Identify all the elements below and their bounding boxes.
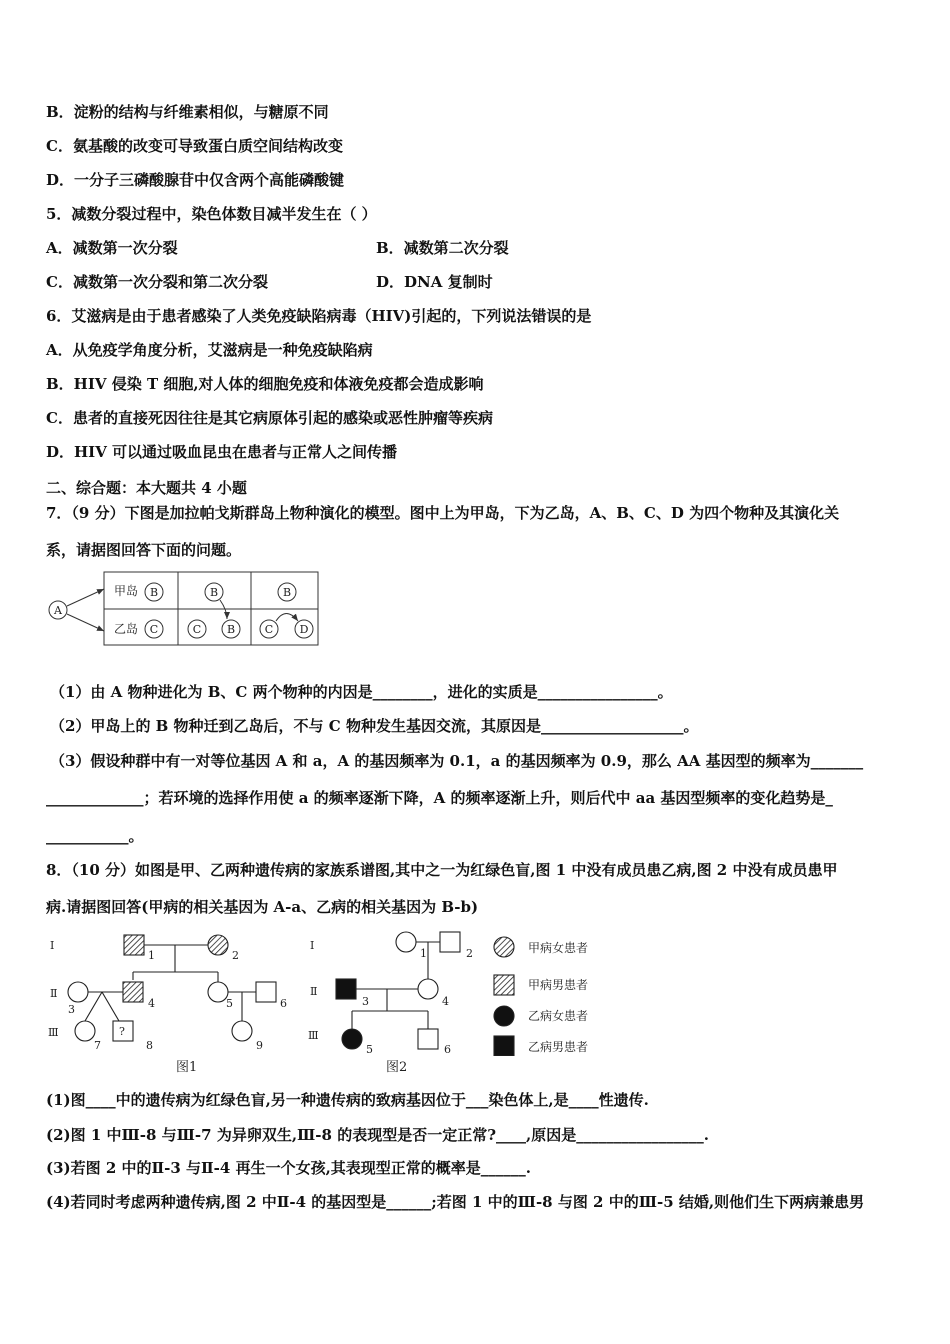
individual-number: 5 (226, 997, 233, 1010)
q8-stem-line1: 8．（10 分）如图是甲、乙两种遗传病的家族系谱图,其中之一为红绿色盲,图 1 中没有成员患乙病,图 2 中没有成员患甲 (46, 861, 838, 879)
fig1-caption: 图1 (176, 1060, 198, 1075)
generation-label: Ⅲ (308, 1029, 319, 1042)
q7-stem-line1: 7．（9 分）下图是加拉帕戈斯群岛上物种演化的模型。图中上为甲岛，下为乙岛，A、B、C、D 为四个物种及其演化关 (46, 504, 840, 522)
generation-label: Ⅰ (310, 939, 315, 952)
individual-number: 9 (256, 1039, 263, 1052)
unknown-phenotype-mark: ? (119, 1025, 125, 1038)
species-label: B (209, 586, 219, 599)
individual-number: 3 (68, 1003, 75, 1016)
individual-number: 2 (466, 947, 473, 960)
q4-option-c: C．氨基酸的改变可导致蛋白质空间结构改变 (46, 137, 343, 155)
generation-label: Ⅲ (48, 1026, 59, 1039)
individual-number: 6 (280, 997, 287, 1010)
q8-part3: (3)若图 2 中的Ⅱ-3 与Ⅱ-4 再生一个女孩,其表现型正常的概率是______. (46, 1159, 532, 1177)
q8-part2: (2)图 1 中Ⅲ-8 与Ⅲ-7 为异卵双生,Ⅲ-8 的表现型是否一定正常?____,原因是_________________. (46, 1126, 709, 1144)
individual-number: 8 (146, 1039, 153, 1052)
species-label: C (192, 623, 202, 636)
species-label: C (149, 623, 159, 636)
legend-label: 乙病女患者 (528, 1009, 589, 1023)
species-label: B (282, 586, 292, 599)
q7-stem-line2: 系，请据图回答下面的问题。 (46, 541, 242, 559)
q6-stem: 6．艾滋病是由于患者感染了人类免疫缺陷病毒（HIV)引起的，下列说法错误的是 (46, 307, 592, 325)
individual-number: 4 (442, 995, 449, 1008)
q8-part1: (1)图____中的遗传病为红绿色盲,另一种遗传病的致病基因位于___染色体上,是____性遗传. (46, 1091, 649, 1109)
legend-yi-female-symbol (494, 1006, 514, 1026)
generation-label: Ⅰ (50, 939, 55, 952)
q7-part3-line3: ___________。 (46, 827, 144, 845)
generation-label: Ⅱ (50, 987, 58, 1000)
q6-option-c: C．患者的直接死因往往是其它病原体引起的感染或恶性肿瘤等疾病 (46, 409, 493, 427)
individual-number: 4 (148, 997, 155, 1010)
q5-option-d: D．DNA 复制时 (376, 273, 493, 291)
fig2-caption: 图2 (386, 1060, 408, 1075)
q6-option-a: A．从免疫学角度分析，艾滋病是一种免疫缺陷病 (46, 341, 373, 359)
species-label: D (299, 623, 309, 636)
jia-island-label: 甲岛 (113, 584, 139, 598)
q4-option-b: B．淀粉的结构与纤维素相似，与糖原不同 (46, 103, 329, 121)
species-label: C (264, 623, 274, 636)
species-evolution-figure (40, 568, 330, 650)
fig1-individual-3 (68, 982, 88, 1002)
fig1-individual-2 (208, 935, 228, 955)
fig2-individual-3 (336, 979, 356, 999)
q8-part4: (4)若同时考虑两种遗传病,图 2 中Ⅱ-4 的基因型是______;若图 1 中的Ⅲ-8 与图 2 中的Ⅲ-5 结婚,则他们生下两病兼患男 (46, 1193, 865, 1211)
legend-label: 乙病男患者 (528, 1040, 589, 1054)
species-label: B (149, 586, 159, 599)
fig1-individual-6 (256, 982, 276, 1002)
arrow-to-yi (67, 614, 104, 631)
q7-part3-line1: （3）假设种群中有一对等位基因 A 和 a，A 的基因频率为 0.1，a 的基因频率为 0.9，那么 AA 基因型的频率为_______ (50, 752, 864, 770)
legend-jia-male-symbol (494, 975, 514, 995)
q8-stem-line2: 病.请据图回答(甲病的相关基因为 A-a、乙病的相关基因为 B-b) (46, 898, 479, 916)
fig1-individual-7 (75, 1021, 95, 1041)
individual-number: 2 (232, 949, 239, 962)
legend-label: 甲病女患者 (528, 941, 589, 955)
fig2-individual-6 (418, 1029, 438, 1049)
q5-stem: 5．减数分裂过程中，染色体数目减半发生在（ ） (46, 205, 377, 223)
generation-label: Ⅱ (310, 985, 318, 998)
evolution-arc (276, 614, 298, 622)
q7-part2: （2）甲岛上的 B 物种迁到乙岛后，不与 C 物种发生基因交流，其原因是___________________。 (50, 717, 699, 735)
legend-label: 甲病男患者 (528, 978, 589, 992)
q6-option-b: B．HIV 侵染 T 细胞,对人体的细胞免疫和体液免疫都会造成影响 (46, 375, 484, 393)
legend-jia-female-symbol (494, 937, 514, 957)
individual-number: 6 (444, 1043, 451, 1056)
fig2-individual-2 (440, 932, 460, 952)
q5-option-b: B．减数第二次分裂 (376, 239, 509, 257)
q7-part3-line2: _____________；若环境的选择作用使 a 的频率逐渐下降，A 的频率逐渐上升，则后代中 aa 基因型频率的变化趋势是_ (46, 789, 833, 807)
fig1-individual-1 (124, 935, 144, 955)
legend-yi-male-symbol (494, 1036, 514, 1056)
fig1-individual-5 (208, 982, 228, 1002)
section-2-heading: 二、综合题：本大题共 4 小题 (46, 479, 247, 497)
fig2-individual-5 (342, 1029, 362, 1049)
q7-part1: （1）由 A 物种进化为 B、C 两个物种的内因是________，进化的实质是________________。 (50, 683, 673, 701)
arrow-to-jia (67, 589, 104, 606)
species-a-label: A (54, 604, 62, 617)
pedigree-figure-2 (300, 925, 475, 1080)
fig1-individual-4 (123, 982, 143, 1002)
pedigree-legend (488, 928, 618, 1056)
fig2-individual-4 (418, 979, 438, 999)
yi-island-label: 乙岛 (113, 622, 139, 636)
individual-number: 5 (366, 1043, 373, 1056)
individual-number: 7 (94, 1039, 101, 1052)
individual-number: 1 (420, 947, 427, 960)
fig1-individual-9 (232, 1021, 252, 1041)
q4-option-d: D．一分子三磷酸腺苷中仅含两个高能磷酸键 (46, 171, 345, 189)
individual-number: 1 (148, 949, 155, 962)
q5-option-a: A．减数第一次分裂 (46, 239, 178, 257)
individual-number: 3 (362, 995, 369, 1008)
fig2-individual-1 (396, 932, 416, 952)
q5-option-c: C．减数第一次分裂和第二次分裂 (46, 273, 268, 291)
pedigree-figure-1 (40, 925, 290, 1080)
q6-option-d: D．HIV 可以通过吸血昆虫在患者与正常人之间传播 (46, 443, 398, 461)
species-label: B (226, 623, 236, 636)
